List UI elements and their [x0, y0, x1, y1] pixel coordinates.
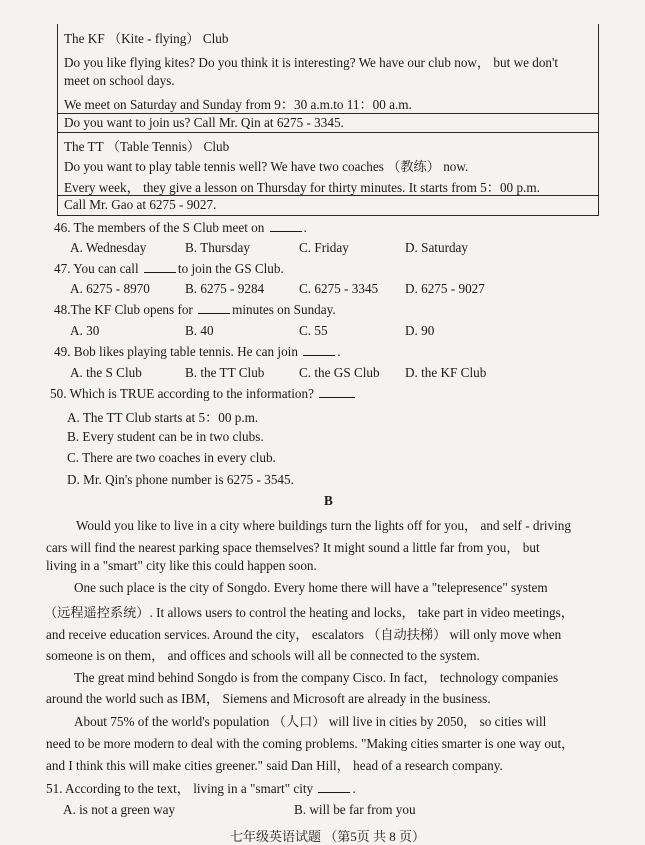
page-footer: 七年级英语试题 （第5页 共 8 页） [230, 829, 426, 844]
option-b[interactable]: B. Thursday [185, 240, 250, 255]
option-a[interactable]: A. is not a green way [63, 802, 176, 817]
question-text: 51. According to the text， living in a "smart" city [46, 781, 317, 796]
answer-blank[interactable] [144, 262, 176, 273]
passage-line: Would you like to live in a city where buildings turn the lights off for you， and self - driving [76, 518, 571, 533]
option-b[interactable]: B. the TT Club [185, 365, 265, 380]
question-text: 48.The KF Club opens for [54, 302, 197, 317]
option-d[interactable]: D. the KF Club [405, 365, 487, 380]
tt-club-box [57, 132, 599, 216]
option-a[interactable]: A. The TT Club starts at 5：00 p.m. [67, 410, 259, 425]
question-text-end: . [352, 781, 356, 796]
question-text-end: . [303, 220, 307, 235]
option-d[interactable]: D. Mr. Qin's phone number is 6275 - 3545. [67, 472, 294, 487]
tt-club-line: Every week， they give a lesson on Thursday for thirty minutes. It starts from 5：00 p.m. [64, 180, 540, 195]
option-c[interactable]: C. There are two coaches in every club. [67, 450, 276, 465]
answer-blank[interactable] [318, 782, 350, 793]
option-a[interactable]: A. the S Club [70, 365, 142, 380]
option-d[interactable]: D. Saturday [405, 240, 468, 255]
option-a[interactable]: A. 6275 - 8970 [70, 281, 150, 296]
option-c[interactable]: C. Friday [299, 240, 349, 255]
answer-blank[interactable] [319, 387, 355, 398]
kf-club-line: Do you want to join us? Call Mr. Qin at 6275 - 3345. [64, 115, 344, 130]
tt-club-title: The TT （Table Tennis） Club [64, 139, 230, 154]
passage-line: someone is on them， and offices and schools will all be connected to the system. [46, 648, 480, 663]
answer-blank[interactable] [303, 345, 335, 356]
kf-club-line: We meet on Saturday and Sunday from 9：30 a.m.to 11：00 a.m. [64, 97, 412, 112]
tt-club-line: Do you want to play table tennis well? We have two coaches （教练） now. [64, 159, 469, 174]
passage-line: cars will find the nearest parking space themselves? It might sound a little far from you， but [46, 540, 540, 555]
passage-line: around the world such as IBM， Siemens and Microsoft are already in the business. [46, 691, 491, 706]
question-text: 46. The members of the S Club meet on [54, 220, 268, 235]
question-text-end: to join the GS Club. [177, 261, 284, 276]
option-c[interactable]: C. 55 [299, 323, 328, 338]
question-48 [54, 302, 336, 318]
question-50 [50, 386, 357, 402]
passage-line: and receive education services. Around the city， escalators （自动扶梯） will only move when [46, 627, 562, 642]
option-a[interactable]: A. 30 [70, 323, 100, 338]
option-c[interactable]: C. the GS Club [299, 365, 380, 380]
option-d[interactable]: D. 90 [405, 323, 435, 338]
option-b[interactable]: B. Every student can be in two clubs. [67, 429, 264, 444]
question-text: 50. Which is TRUE according to the information? [50, 386, 318, 401]
passage-line: The great mind behind Songdo is from the company Cisco. In fact， technology companies [74, 670, 559, 685]
question-text: 49. Bob likes playing table tennis. He can join [54, 344, 302, 359]
passage-line: and I think this will make cities greener." said Dan Hill， head of a research company. [46, 758, 503, 773]
answer-blank[interactable] [270, 221, 302, 232]
question-text-end: minutes on Sunday. [232, 302, 336, 317]
option-c[interactable]: C. 6275 - 3345 [299, 281, 379, 296]
option-b[interactable]: B. 6275 - 9284 [185, 281, 265, 296]
answer-blank[interactable] [198, 303, 230, 314]
kf-club-line: meet on school days. [64, 73, 175, 88]
question-49 [54, 344, 341, 360]
divider [58, 113, 598, 114]
passage-line: （远程遥控系统）. It allows users to control the heating and locks， take part in video meetings， [44, 605, 574, 620]
passage-line: About 75% of the world's population （人口） will live in cities by 2050， so cities will [74, 714, 547, 729]
option-a[interactable]: A. Wednesday [70, 240, 147, 255]
kf-club-title: The KF （Kite - flying） Club [64, 31, 229, 46]
kf-club-box [57, 24, 599, 133]
passage-line: need to be more modern to deal with the coming problems. "Making cities smarter is one way out， [46, 736, 575, 751]
tt-club-line: Call Mr. Gao at 6275 - 9027. [64, 197, 217, 212]
passage-line: living in a "smart" city like this could happen soon. [46, 558, 317, 573]
question-text: 47. You can call [54, 261, 142, 276]
option-b[interactable]: B. will be far from you [294, 802, 416, 817]
option-b[interactable]: B. 40 [185, 323, 214, 338]
passage-line: One such place is the city of Songdo. Every home there will have a "telepresence" system [74, 580, 548, 595]
question-47 [54, 261, 284, 277]
option-d[interactable]: D. 6275 - 9027 [405, 281, 485, 296]
question-46 [54, 220, 307, 236]
question-51 [46, 778, 356, 797]
question-text-end: . [337, 344, 341, 359]
section-b-heading: B [324, 493, 333, 508]
divider [58, 195, 598, 196]
kf-club-line: Do you like flying kites? Do you think it is interesting? We have our club now， but we don't [64, 55, 559, 70]
